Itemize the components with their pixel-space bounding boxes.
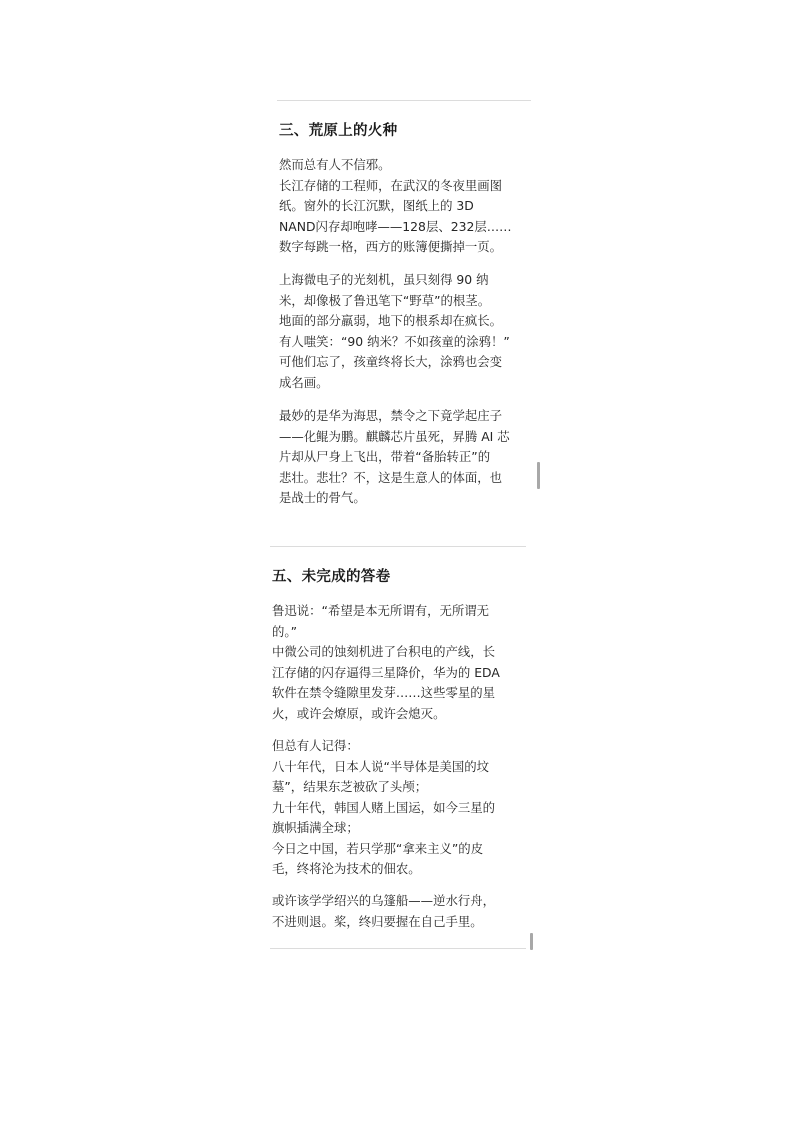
section-title: 三、荒原上的火种 <box>279 123 398 139</box>
text-line: 的。” <box>272 623 298 639</box>
text-line: 悲壮。悲壮？不，这是生意人的体面，也 <box>279 469 503 485</box>
text-line: 但总有人记得： <box>272 738 359 753</box>
text-line: 地面的部分羸弱，地下的根系却在疯长。 <box>279 313 503 328</box>
section-title: 五、未完成的答卷 <box>272 569 391 585</box>
section-divider <box>277 100 531 101</box>
text-line: 纸。窗外的长江沉默，图纸上的 3D <box>279 198 474 213</box>
text-line: 九十年代，韩国人赌上国运，如今三星的 <box>272 799 496 815</box>
paragraph <box>272 891 495 932</box>
text-line: 最妙的是华为海思，禁令之下竟学起庄子 <box>279 408 503 423</box>
text-line: 江存储的闪存逼得三星降价，华为的 EDA <box>272 664 500 680</box>
text-line: NAND闪存却咆哮——128层、232层…… <box>279 218 512 234</box>
text-line: 八十年代，日本人说“半导体是美国的坟 <box>272 758 490 774</box>
paragraph <box>272 736 495 880</box>
text-line: 长江存储的工程师，在武汉的冬夜里画图 <box>279 177 503 193</box>
paragraph <box>272 601 500 724</box>
text-line: 米，却像极了鲁迅笔下“野草”的根茎。 <box>279 292 491 308</box>
text-line: 成名画。 <box>279 374 329 390</box>
text-line: 毛，终将沦为技术的佃农。 <box>272 861 421 876</box>
text-line: 或许该学学绍兴的乌篷船——逆水行舟， <box>272 893 496 908</box>
text-line: 鲁迅说：“希望是本无所谓有，无所谓无 <box>272 603 490 618</box>
text-line: 墓”，结果东芝被砍了头颅； <box>272 779 428 794</box>
text-line: 火，或许会燎原，或许会熄灭。 <box>272 705 446 721</box>
section-card-5 <box>270 546 526 950</box>
paragraph <box>279 406 510 509</box>
text-line: 然而总有人不信邪。 <box>279 157 391 172</box>
text-line: 上海微电子的光刻机，虽只刻得 90 纳 <box>279 272 489 287</box>
text-line: 不进则退。桨，终归要握在自己手里。 <box>272 913 483 929</box>
text-line: 片却从尸身上飞出，带着“备胎转正”的 <box>279 449 491 464</box>
text-line: ——化鲲为鹏。麒麟芯片虽死，昇腾 AI 芯 <box>279 428 510 444</box>
text-line: 中微公司的蚀刻机进了台积电的产线，长 <box>272 644 496 659</box>
text-line: 是战士的骨气。 <box>279 490 366 505</box>
text-line: 软件在禁令缝隙里发芽……这些零星的星 <box>272 685 496 700</box>
section-card-3 <box>277 100 531 530</box>
text-line: 旗帜插满全球； <box>272 820 359 835</box>
text-line: 可他们忘了，孩童终将长大，涂鸦也会变 <box>279 354 503 369</box>
section-divider <box>270 948 526 949</box>
paragraph <box>279 270 510 393</box>
text-line: 今日之中国，若只学那“拿来主义”的皮 <box>272 840 484 856</box>
text-line: 有人嗤笑：“90 纳米？不如孩童的涂鸦！” <box>279 333 510 349</box>
paragraph <box>279 155 512 258</box>
scrollbar-thumb[interactable] <box>530 933 533 950</box>
text-line: 数字每跳一格，西方的账簿便撕掉一页。 <box>279 239 503 254</box>
section-divider <box>270 546 526 547</box>
scrollbar-thumb[interactable] <box>537 462 540 489</box>
